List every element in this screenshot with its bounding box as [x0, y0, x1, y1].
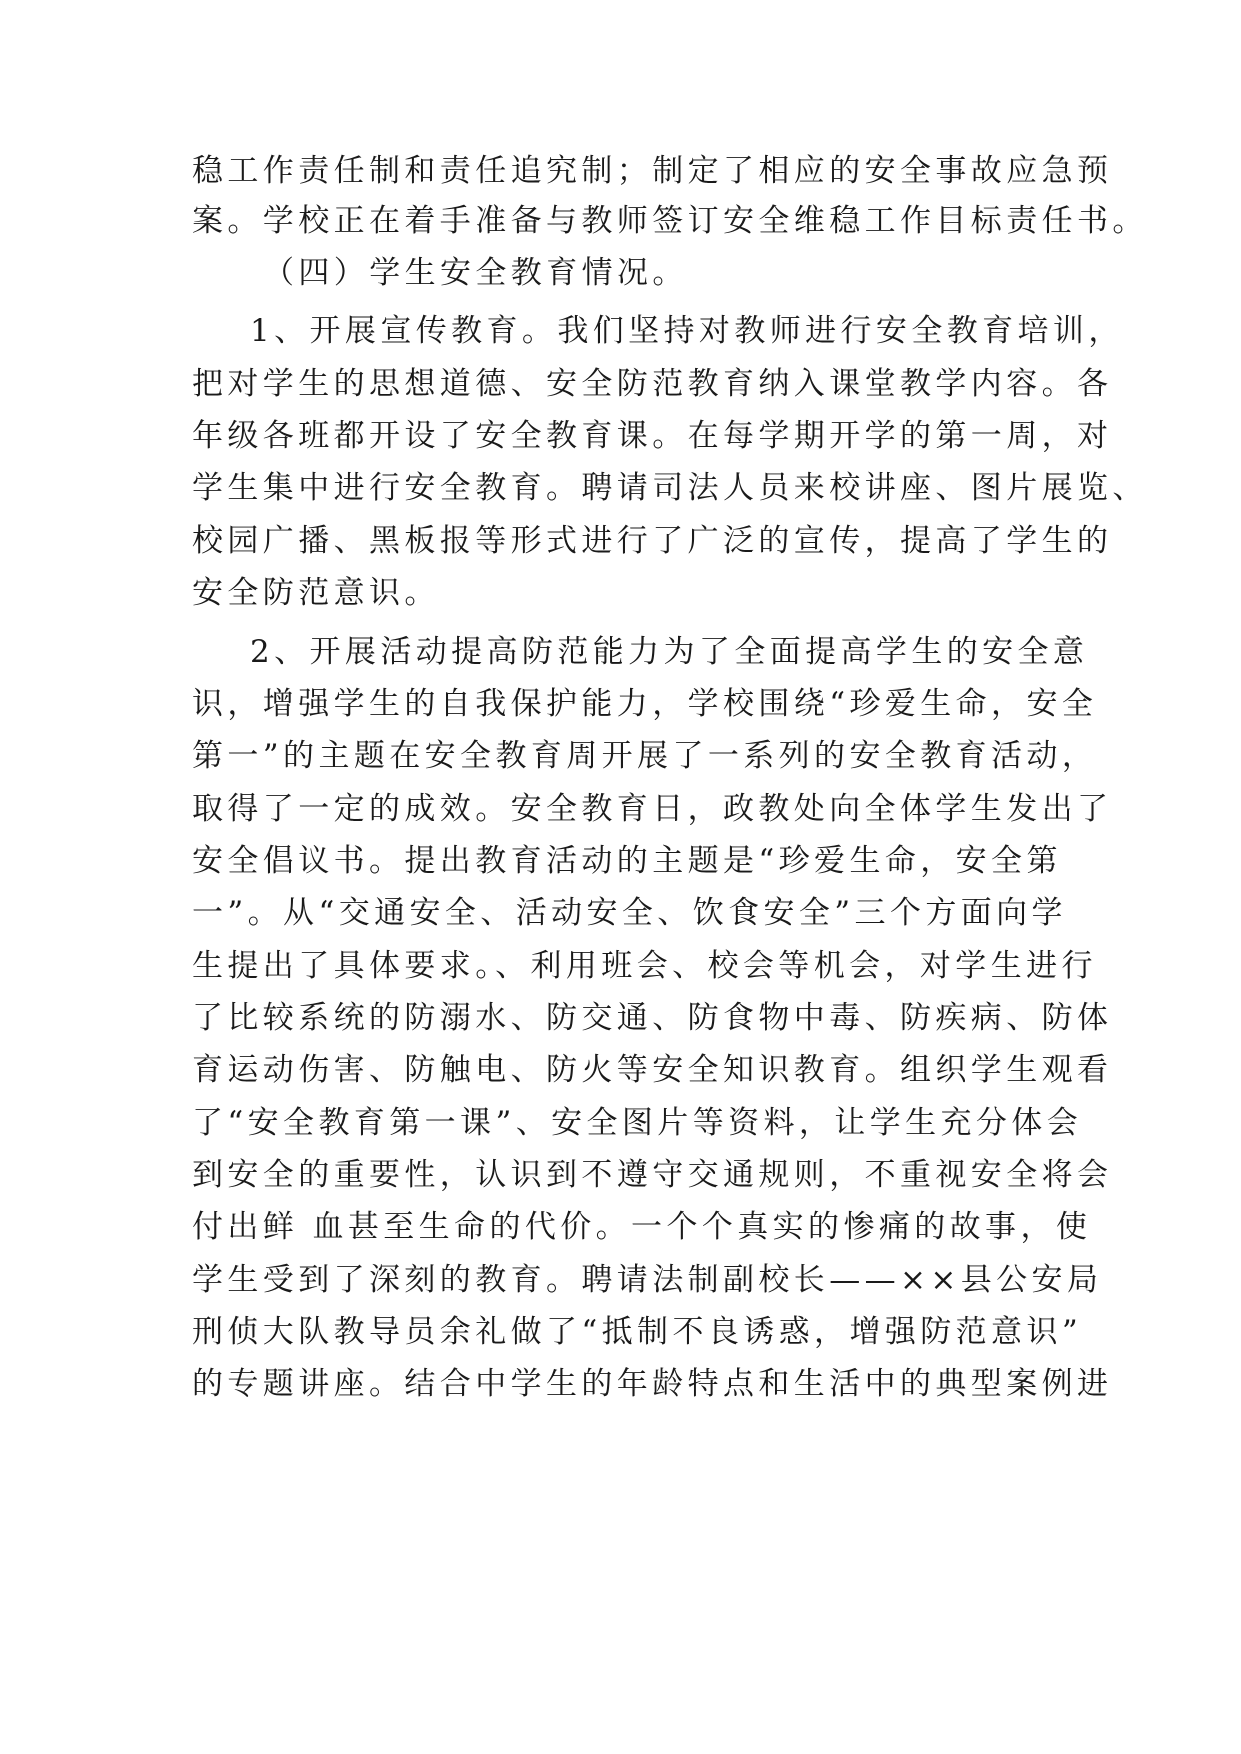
text-line: 安全倡议书。提出教育活动的主题是“珍爱生命，安全第	[192, 843, 1062, 879]
section-heading: （四）学生安全教育情况。	[263, 255, 688, 291]
text-line: 育运动伤害、防触电、防火等安全知识教育。组织学生观看	[192, 1052, 1113, 1088]
text-line: 识，增强学生的自我保护能力，学校围绕“珍爱生命，安全	[192, 686, 1098, 722]
text-line: 刑侦大队教导员余礼做了“抵制不良诱惑，增强防范意识”	[192, 1314, 1083, 1350]
text-line: 付出鲜 血甚至生命的代价。一个个真实的惨痛的故事，使	[192, 1209, 1092, 1245]
text-line: 学生受到了深刻的教育。聘请法制副校长——××县公安局	[192, 1262, 1103, 1298]
text-line: 学生集中进行安全教育。聘请司法人员来校讲座、图片展览、	[192, 470, 1148, 506]
text-line: 年级各班都开设了安全教育课。在每学期开学的第一周，对	[192, 418, 1113, 454]
text-line: 稳工作责任制和责任追究制；制定了相应的安全事故应急预	[192, 153, 1113, 189]
text-line: 一”。从“交通安全、活动安全、饮食安全”三个方面向学	[192, 895, 1067, 931]
text-line: 了“安全教育第一课”、安全图片等资料，让学生充分体会	[192, 1105, 1083, 1141]
text-line: 的专题讲座。结合中学生的年龄特点和生活中的典型案例进	[192, 1366, 1113, 1402]
text-line: 2、开展活动提高防范能力为了全面提高学生的安全意	[250, 634, 1089, 670]
text-line: 取得了一定的成效。安全教育日，政教处向全体学生发出了	[192, 791, 1113, 827]
text-line: 第一”的主题在安全教育周开展了一系列的安全教育活动，	[192, 738, 1098, 774]
text-line: 案。学校正在着手准备与教师签订安全维稳工作目标责任书。	[192, 203, 1148, 239]
text-line: 了比较系统的防溺水、防交通、防食物中毒、防疾病、防体	[192, 1000, 1113, 1036]
text-line: 1、开展宣传教育。我们坚持对教师进行安全教育培训，	[250, 313, 1124, 349]
text-line: 安全防范意识。	[192, 575, 440, 611]
text-line: 校园广播、黑板报等形式进行了广泛的宣传，提高了学生的	[192, 523, 1113, 559]
text-line: 到安全的重要性，认识到不遵守交通规则，不重视安全将会	[192, 1157, 1113, 1193]
text-line: 把对学生的思想道德、安全防范教育纳入课堂教学内容。各	[192, 366, 1113, 402]
text-line: 生提出了具体要求。、利用班会、校会等机会，对学生进行	[192, 948, 1097, 984]
